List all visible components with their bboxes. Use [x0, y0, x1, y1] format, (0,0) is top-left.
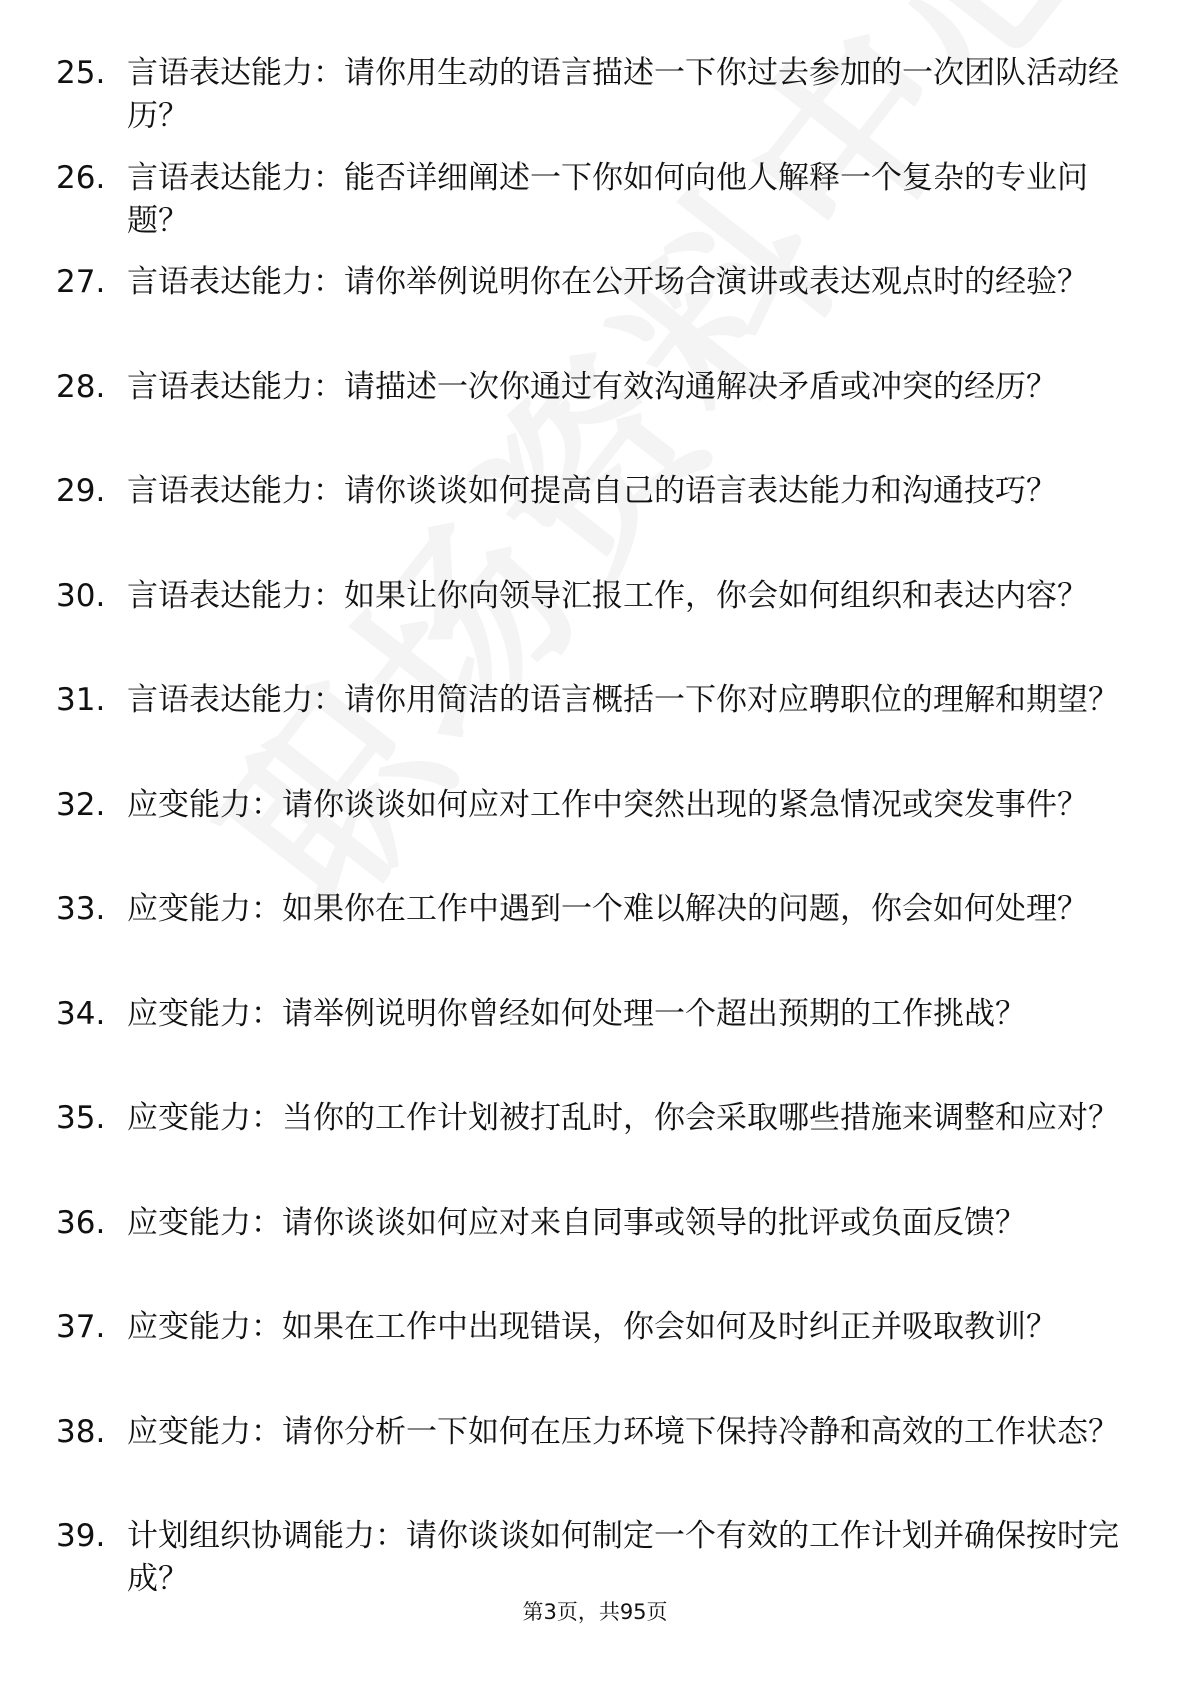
question-text: 应变能力：如果在工作中出现错误，你会如何及时纠正并吸取教训？	[127, 1309, 1057, 1345]
question-item	[0, 261, 1190, 366]
question-text: 言语表达能力：能否详细阐述一下你如何向他人解释一个复杂的专业问题？	[127, 159, 1088, 239]
question-item	[0, 1306, 1190, 1411]
question-item	[0, 1097, 1190, 1202]
question-text: 应变能力：请你谈谈如何应对来自同事或领导的批评或负面反馈？	[127, 1204, 1026, 1241]
question-number: 25.	[56, 55, 106, 91]
question-text: 言语表达能力：请你用简洁的语言概括一下你对应聘职位的理解和期望？	[127, 682, 1119, 718]
question-number: 35.	[56, 1100, 106, 1136]
question-text: 言语表达能力：请描述一次你通过有效沟通解决矛盾或冲突的经历？	[127, 368, 1057, 405]
question-number: 27.	[56, 264, 106, 300]
question-number: 30.	[56, 577, 106, 614]
question-number: 33.	[56, 891, 106, 927]
question-text: 言语表达能力：请你举例说明你在公开场合演讲或表达观点时的经验？	[127, 264, 1088, 300]
question-number: 32.	[56, 786, 106, 823]
question-item	[0, 1202, 1190, 1307]
question-number: 26.	[56, 159, 106, 196]
question-text: 计划组织协调能力：请你谈谈如何制定一个有效的工作计划并确保按时完成？	[127, 1518, 1119, 1597]
question-number: 38.	[56, 1413, 106, 1450]
page-footer: 第3页，共95页	[522, 1600, 668, 1624]
question-item	[0, 993, 1190, 1098]
question-item	[0, 52, 1190, 157]
question-text: 应变能力：请你分析一下如何在压力环境下保持冷静和高效的工作状态？	[127, 1413, 1119, 1450]
question-item	[0, 1411, 1190, 1516]
question-item	[0, 157, 1190, 262]
question-number: 36.	[56, 1204, 106, 1241]
question-item	[0, 888, 1190, 993]
question-item	[0, 575, 1190, 680]
question-number: 37.	[56, 1309, 106, 1345]
question-text: 言语表达能力：如果让你向领导汇报工作，你会如何组织和表达内容？	[127, 577, 1088, 614]
question-text: 应变能力：如果你在工作中遇到一个难以解决的问题，你会如何处理？	[127, 891, 1088, 927]
question-number: 39.	[56, 1518, 106, 1554]
question-number: 34.	[56, 995, 106, 1032]
question-text: 应变能力：当你的工作计划被打乱时，你会采取哪些措施来调整和应对？	[127, 1100, 1119, 1136]
question-text: 应变能力：请举例说明你曾经如何处理一个超出预期的工作挑战？	[127, 995, 1026, 1032]
question-number: 31.	[56, 682, 106, 718]
question-item	[0, 366, 1190, 471]
question-item	[0, 470, 1190, 575]
question-item	[0, 784, 1190, 889]
question-text: 言语表达能力：请你谈谈如何提高自己的语言表达能力和沟通技巧？	[127, 473, 1057, 509]
question-number: 28.	[56, 368, 106, 405]
question-text: 应变能力：请你谈谈如何应对工作中突然出现的紧急情况或突发事件？	[127, 786, 1088, 823]
question-text: 言语表达能力：请你用生动的语言描述一下你过去参加的一次团队活动经历？	[127, 55, 1119, 134]
question-list	[0, 52, 1190, 1620]
question-item	[0, 679, 1190, 784]
question-number: 29.	[56, 473, 106, 509]
